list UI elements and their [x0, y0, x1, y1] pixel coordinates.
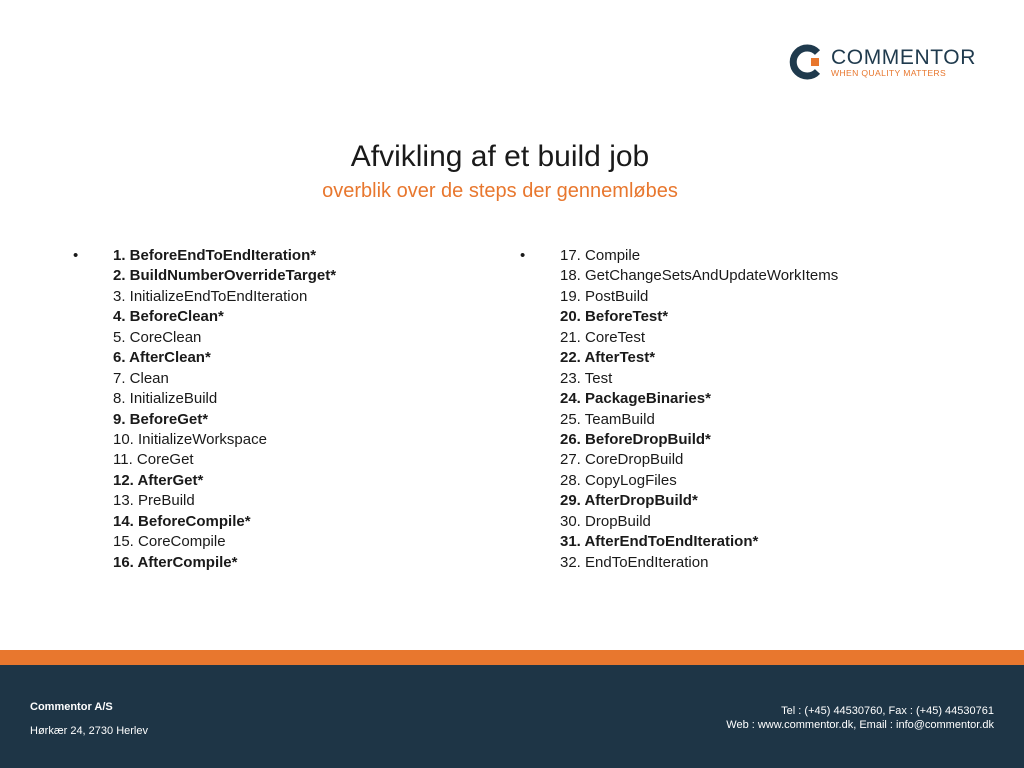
step-item: 3. InitializeEndToEndIteration	[113, 287, 308, 305]
step-item: 30. DropBuild	[560, 512, 651, 530]
step-item: 26. BeforeDropBuild*	[560, 430, 711, 448]
step-item: 22. AfterTest*	[560, 349, 656, 367]
commentor-c-icon	[788, 44, 824, 80]
step-item: 14. BeforeCompile*	[113, 512, 251, 530]
footer	[0, 665, 1024, 768]
step-item: 21. CoreTest	[560, 328, 646, 346]
step-item: 20. BeforeTest*	[560, 308, 669, 326]
step-item: 8. InitializeBuild	[113, 390, 218, 408]
step-item: 25. TeamBuild	[560, 410, 655, 428]
logo-tagline: WHEN QUALITY MATTERS	[831, 68, 947, 78]
step-item: 28. CopyLogFiles	[560, 471, 677, 489]
footer-web-line: Web : www.commentor.dk, Email : info@commentor.dk	[726, 719, 994, 731]
step-item: 27. CoreDropBuild	[560, 451, 684, 469]
step-item: 12. AfterGet*	[113, 471, 204, 489]
step-item: 19. PostBuild	[560, 287, 649, 305]
slide-subtitle: overblik over de steps der gennemløbes	[322, 180, 678, 202]
step-item: 24. PackageBinaries*	[560, 390, 711, 408]
step-item: 4. BeforeClean*	[113, 308, 224, 326]
step-item: 32. EndToEndIteration	[560, 553, 709, 571]
step-item: 18. GetChangeSetsAndUpdateWorkItems	[560, 267, 839, 285]
footer-contact	[726, 704, 994, 732]
footer-accent-bar	[0, 650, 1024, 665]
step-item: 17. Compile	[560, 247, 641, 264]
footer-company-name: Commentor A/S	[30, 701, 113, 713]
step-item: 31. AfterEndToEndIteration*	[560, 533, 759, 551]
footer-address: Hørkær 24, 2730 Herlev	[30, 725, 148, 737]
step-item: 10. InitializeWorkspace	[113, 430, 267, 448]
steps-list-left	[113, 246, 336, 573]
logo-wordmark: COMMENTOR	[831, 46, 977, 69]
step-item: 1. BeforeEndToEndIteration*	[113, 247, 317, 264]
footer-phone-line: Tel : (+45) 44530760, Fax : (+45) 44530761	[781, 705, 994, 717]
step-item: 23. Test	[560, 369, 613, 387]
step-item: 15. CoreCompile	[113, 533, 226, 551]
step-item: 29. AfterDropBuild*	[560, 492, 698, 510]
steps-list-right	[560, 246, 838, 573]
step-item: 7. Clean	[113, 369, 169, 387]
step-item: 6. AfterClean*	[113, 349, 211, 367]
step-item: 11. CoreGet	[113, 451, 194, 469]
commentor-logo	[788, 44, 978, 84]
step-item: 13. PreBuild	[113, 492, 195, 510]
step-item: 2. BuildNumberOverrideTarget*	[113, 267, 337, 285]
bullet-icon: •	[73, 247, 79, 264]
slide-title: Afvikling af et build job	[350, 140, 650, 173]
step-item: 16. AfterCompile*	[113, 553, 238, 571]
step-item: 5. CoreClean	[113, 328, 202, 346]
step-item: 9. BeforeGet*	[113, 410, 209, 428]
bullet-icon: •	[520, 247, 526, 264]
